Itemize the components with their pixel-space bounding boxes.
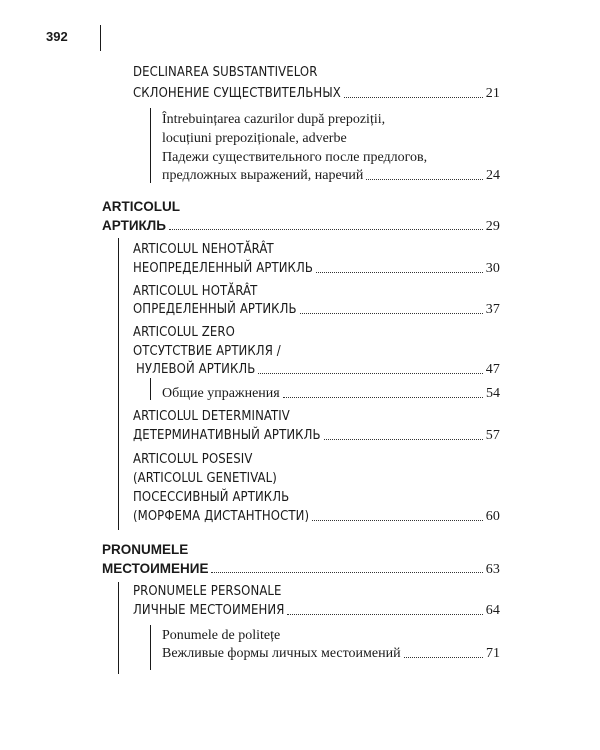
toc-entry-row[interactable] bbox=[133, 259, 500, 279]
toc-entry-row[interactable] bbox=[162, 644, 500, 664]
dot-leader bbox=[316, 271, 483, 273]
toc-subentry-title: Întrebuințarea cazurilor după prepoziții, bbox=[162, 112, 386, 127]
section-bar bbox=[118, 238, 119, 530]
toc-entry-title: ARTICOLUL NEHOTĂRÂT bbox=[133, 242, 274, 257]
dot-leader bbox=[404, 656, 483, 658]
page-ref: 47 bbox=[485, 362, 500, 377]
toc-entry-row[interactable] bbox=[162, 166, 500, 186]
section-title: МЕСТОИМЕНИЕ bbox=[102, 561, 209, 576]
dot-leader bbox=[312, 519, 483, 521]
page-ref: 60 bbox=[485, 509, 500, 524]
toc-entry-title: ОПРЕДЕЛЕННЫЙ АРТИКЛЬ bbox=[133, 302, 297, 317]
page-number: 392 bbox=[46, 29, 68, 44]
toc-entry-title: ЛИЧНЫЕ МЕСТОИМЕНИЯ bbox=[133, 603, 285, 618]
section-title: ARTICOLUL bbox=[102, 199, 180, 214]
dot-leader bbox=[366, 178, 483, 180]
toc-entry-title: DECLINAREA SUBSTANTIVELOR bbox=[133, 65, 318, 80]
page-ref: 64 bbox=[485, 603, 500, 618]
toc-entry-title: ARTICOLUL DETERMINATIV bbox=[133, 409, 290, 424]
page-ref: 63 bbox=[485, 562, 500, 577]
toc-entry-row[interactable] bbox=[133, 507, 500, 527]
dot-leader bbox=[211, 571, 482, 573]
toc-entry-title: ДЕТЕРМИНАТИВНЫЙ АРТИКЛЬ bbox=[133, 428, 321, 443]
toc-subentry-title: locuțiuni prepoziționale, adverbe bbox=[162, 131, 347, 146]
toc-entry-title: ОТСУТСТВИЕ АРТИКЛЯ / bbox=[133, 344, 281, 359]
section-bar bbox=[150, 625, 151, 670]
page-number-divider bbox=[100, 25, 101, 51]
page-ref: 29 bbox=[485, 219, 500, 234]
page-ref: 37 bbox=[485, 302, 500, 317]
page-ref: 30 bbox=[485, 261, 500, 276]
toc-entry-title: ПОСЕССИВНЫЙ АРТИКЛЬ bbox=[133, 490, 290, 505]
toc-entry-title: ARTICOLUL ZERO bbox=[133, 325, 235, 340]
toc-subentry-title: Ponumele de politețe bbox=[162, 628, 281, 643]
toc-entry-title: (ARTICOLUL GENETIVAL) bbox=[133, 471, 277, 486]
toc-entry-title: PRONUMELE PERSONALE bbox=[133, 584, 282, 599]
dot-leader bbox=[258, 372, 482, 374]
page-ref: 24 bbox=[486, 168, 500, 183]
toc-entry-title: НЕОПРЕДЕЛЕННЫЙ АРТИКЛЬ bbox=[133, 261, 313, 276]
toc-entry-row[interactable] bbox=[136, 360, 500, 380]
toc-entry-title: ARTICOLUL POSESIV bbox=[133, 452, 253, 467]
dot-leader bbox=[283, 396, 483, 398]
dot-leader bbox=[300, 312, 483, 314]
toc-entry-row[interactable] bbox=[162, 384, 500, 404]
dot-leader bbox=[287, 613, 482, 615]
toc-subentry-title: Общие упражнения bbox=[162, 386, 280, 401]
toc-entry-title: НУЛЕВОЙ АРТИКЛЬ bbox=[136, 362, 256, 377]
toc-subentry-title: Падежи существительного после предлогов, bbox=[162, 150, 428, 165]
page-ref: 71 bbox=[486, 646, 500, 661]
dot-leader bbox=[169, 228, 483, 230]
toc-entry-title: ARTICOLUL HOTĂRÂT bbox=[133, 284, 258, 299]
toc-entry-row[interactable] bbox=[102, 216, 500, 236]
toc-entry-row[interactable] bbox=[133, 300, 500, 320]
page-ref: 21 bbox=[485, 86, 500, 101]
toc-entry-title: СКЛОНЕНИЕ СУЩЕСТВИТЕЛЬНЫХ bbox=[133, 86, 341, 101]
toc-entry-row[interactable] bbox=[133, 601, 500, 621]
page-ref: 57 bbox=[485, 428, 500, 443]
toc-entry-row[interactable] bbox=[133, 84, 500, 104]
section-title: АРТИКЛЬ bbox=[102, 218, 166, 233]
toc-subentry-title: предложных выражений, наречий bbox=[162, 168, 364, 183]
section-bar bbox=[150, 108, 151, 183]
section-title: PRONUMELE bbox=[102, 542, 189, 557]
toc-entry-title: (МОРФЕМА ДИСТАНТНОСТИ) bbox=[133, 509, 310, 524]
toc-entry-row[interactable] bbox=[102, 559, 500, 579]
section-bar bbox=[150, 378, 151, 400]
section-bar bbox=[118, 582, 119, 674]
toc-entry-row[interactable] bbox=[133, 426, 500, 446]
dot-leader bbox=[324, 438, 483, 440]
dot-leader bbox=[344, 96, 483, 98]
toc-subentry-title: Вежливые формы личных местоимений bbox=[162, 646, 401, 661]
page-ref: 54 bbox=[486, 386, 500, 401]
